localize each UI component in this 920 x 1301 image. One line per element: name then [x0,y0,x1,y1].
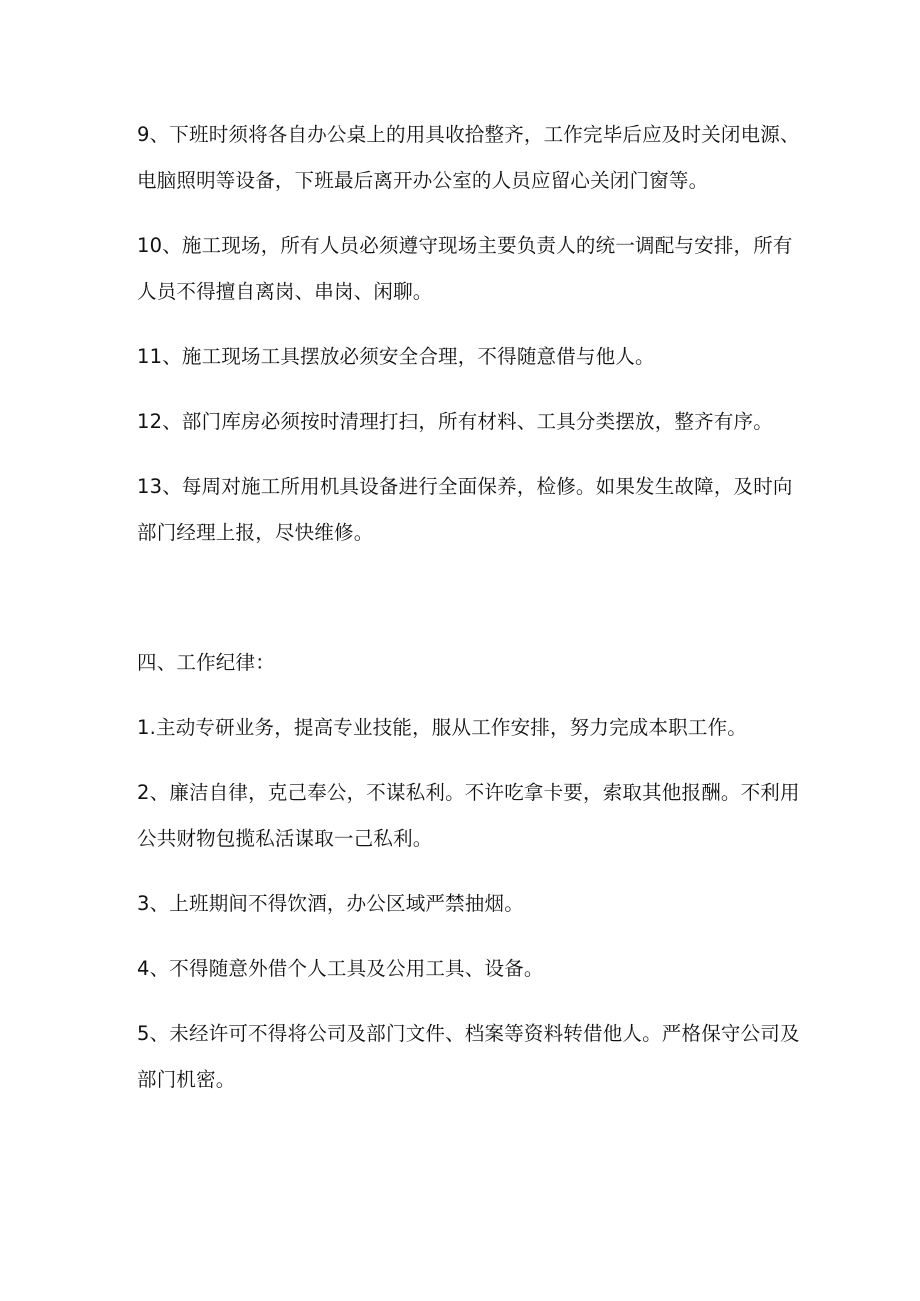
rule-item-10: 10、施工现场，所有人员必须遵守现场主要负责人的统一调配与安排，所有人员不得擅自离岗、串岗、闲聊。 [137,234,793,303]
paragraph-spacer [137,927,800,946]
paragraph-spacer [137,992,800,1011]
discipline-item-2: 2、廉洁自律，克己奉公，不谋私利。不许吃拿卡要，索取其他报酬。不利用公共财物包揽私活谋取一己私利。 [137,781,800,850]
paragraph-spacer [137,862,800,881]
rule-item-13: 13、每周对施工所用机具设备进行全面保养，检修。如果发生故障，及时向部门经理上报，尽快维修。 [137,475,793,544]
paragraph-spacer [137,686,800,705]
discipline-item-5: 5、未经许可不得将公司及部门文件、档案等资料转借他人。严格保守公司及部门机密。 [137,1022,800,1091]
paragraph-spacer [137,204,800,223]
paragraph-spacer [137,751,800,770]
discipline-item-3: 3、上班期间不得饮酒，办公区域严禁抽烟。 [137,892,524,915]
discipline-item-4: 4、不得随意外借个人工具及公用工具、设备。 [137,957,544,980]
discipline-item-1: 1.主动专研业务，提高专业技能，服从工作安排，努力完成本职工作。 [137,716,748,739]
section-spacer [137,556,800,640]
paragraph-spacer [137,445,800,464]
section-heading-work-discipline: 四、工作纪律： [137,651,275,674]
rule-item-9: 9、下班时须将各自办公桌上的用具收拾整齐，工作完毕后应及时关闭电源、电脑照明等设备，下班最后离开办公室的人员应留心关闭门窗等。 [137,123,800,192]
paragraph-spacer [137,380,800,399]
rule-item-11: 11、施工现场工具摆放必须安全合理，不得随意借与他人。 [137,345,655,368]
rule-item-12: 12、部门库房必须按时清理打扫，所有材料、工具分类摆放，整齐有序。 [137,410,773,433]
paragraph-spacer [137,315,800,334]
